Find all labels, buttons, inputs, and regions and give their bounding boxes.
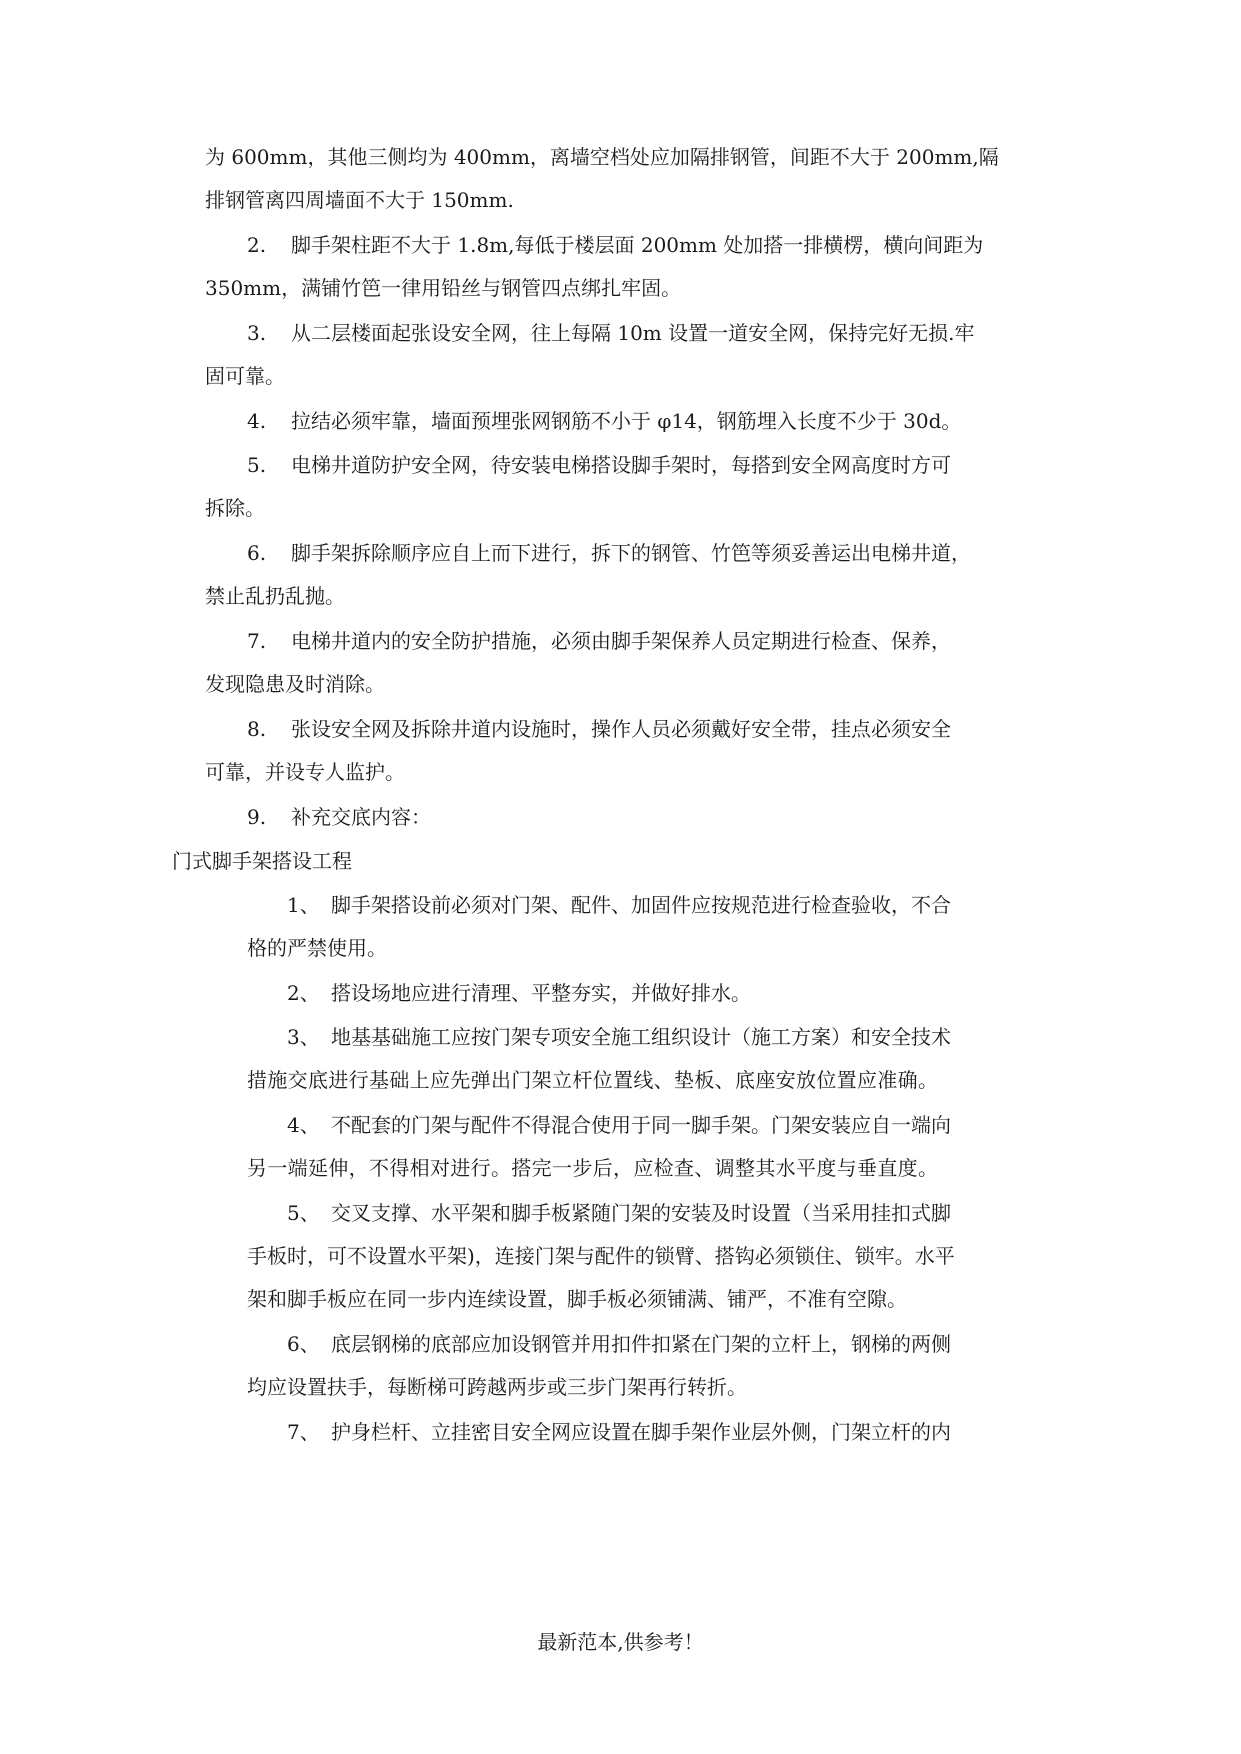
section-title: 门式脚手架搭设工程 bbox=[172, 849, 352, 873]
subitem-line: 另一端延伸，不得相对进行。搭完一步后，应检查、调整其水平度与垂直度。 bbox=[247, 1156, 938, 1180]
item-number: 6. bbox=[247, 541, 267, 565]
subitem-line: 不配套的门架与配件不得混合使用于同一脚手架。门架安装应自一端向 bbox=[331, 1113, 951, 1137]
subitem-line: 搭设场地应进行清理、平整夯实，并做好排水。 bbox=[331, 981, 751, 1005]
subitem-number: 3、 bbox=[287, 1025, 320, 1049]
item-line: 脚手架柱距不大于 1.8m,每低于楼层面 200mm 处加搭一排横楞，横向间距为 bbox=[291, 233, 984, 257]
item-number: 4. bbox=[247, 409, 267, 433]
subitem-line: 交叉支撑、水平架和脚手板紧随门架的安装及时设置（当采用挂扣式脚 bbox=[331, 1201, 951, 1225]
subitem-line: 措施交底进行基础上应先弹出门架立杆位置线、垫板、底座安放位置应准确。 bbox=[247, 1068, 938, 1092]
subitem-line: 格的严禁使用。 bbox=[247, 936, 387, 960]
item-number: 5. bbox=[247, 453, 267, 477]
item-number: 2. bbox=[247, 233, 267, 257]
subitem-line: 脚手架搭设前必须对门架、配件、加固件应按规范进行检查验收，不合 bbox=[331, 893, 951, 917]
subitem-line: 地基基础施工应按门架专项安全施工组织设计（施工方案）和安全技术 bbox=[331, 1025, 951, 1049]
item-line: 固可靠。 bbox=[205, 364, 285, 388]
item-line: 张设安全网及拆除井道内设施时，操作人员必须戴好安全带，挂点必须安全 bbox=[291, 717, 951, 741]
subitem-line: 架和脚手板应在同一步内连续设置，脚手板必须铺满、铺严，不准有空隙。 bbox=[247, 1287, 907, 1311]
item-number: 3. bbox=[247, 321, 267, 345]
item-line: 电梯井道防护安全网，待安装电梯搭设脚手架时，每搭到安全网高度时方可 bbox=[291, 453, 951, 477]
subitem-number: 2、 bbox=[287, 981, 320, 1005]
page-footer: 最新范本,供参考！ bbox=[537, 1630, 704, 1654]
subitem-number: 1、 bbox=[287, 893, 320, 917]
subitem-line: 手板时，可不设置水平架)，连接门架与配件的锁臂、搭钩必须锁住、锁牢。水平 bbox=[247, 1244, 955, 1268]
item-line: 可靠，并设专人监护。 bbox=[205, 760, 405, 784]
subitem-line: 护身栏杆、立挂密目安全网应设置在脚手架作业层外侧，门架立杆的内 bbox=[331, 1420, 951, 1444]
item-number: 7. bbox=[247, 629, 267, 653]
item-line: 禁止乱扔乱抛。 bbox=[205, 584, 345, 608]
item-number: 8. bbox=[247, 717, 267, 741]
item-line: 补充交底内容： bbox=[291, 805, 431, 829]
item-line: 脚手架拆除顺序应自上而下进行，拆下的钢管、竹笆等须妥善运出电梯井道， bbox=[291, 541, 971, 565]
subitem-number: 6、 bbox=[287, 1332, 320, 1356]
subitem-number: 4、 bbox=[287, 1113, 320, 1137]
intro-line-2: 排钢管离四周墙面不大于 150mm. bbox=[205, 188, 514, 212]
item-line: 从二层楼面起张设安全网，往上每隔 10m 设置一道安全网，保持完好无损.牢 bbox=[291, 321, 975, 345]
item-line: 发现隐患及时消除。 bbox=[205, 672, 385, 696]
item-line: 拆除。 bbox=[205, 496, 265, 520]
item-line: 350mm，满铺竹笆一律用铅丝与钢管四点绑扎牢固。 bbox=[205, 276, 682, 300]
item-line: 电梯井道内的安全防护措施，必须由脚手架保养人员定期进行检查、保养， bbox=[291, 629, 951, 653]
subitem-number: 7、 bbox=[287, 1420, 320, 1444]
item-line: 拉结必须牢靠，墙面预埋张网钢筋不小于 φ14，钢筋埋入长度不少于 30d。 bbox=[291, 409, 962, 433]
item-number: 9. bbox=[247, 805, 267, 829]
subitem-line: 底层钢梯的底部应加设钢管并用扣件扣紧在门架的立杆上，钢梯的两侧 bbox=[331, 1332, 951, 1356]
intro-line-1: 为 600mm，其他三侧均为 400mm，离墙空档处应加隔排钢管，间距不大于 200mm,隔 bbox=[205, 145, 999, 169]
subitem-number: 5、 bbox=[287, 1201, 320, 1225]
subitem-line: 均应设置扶手，每断梯可跨越两步或三步门架再行转折。 bbox=[247, 1375, 747, 1399]
